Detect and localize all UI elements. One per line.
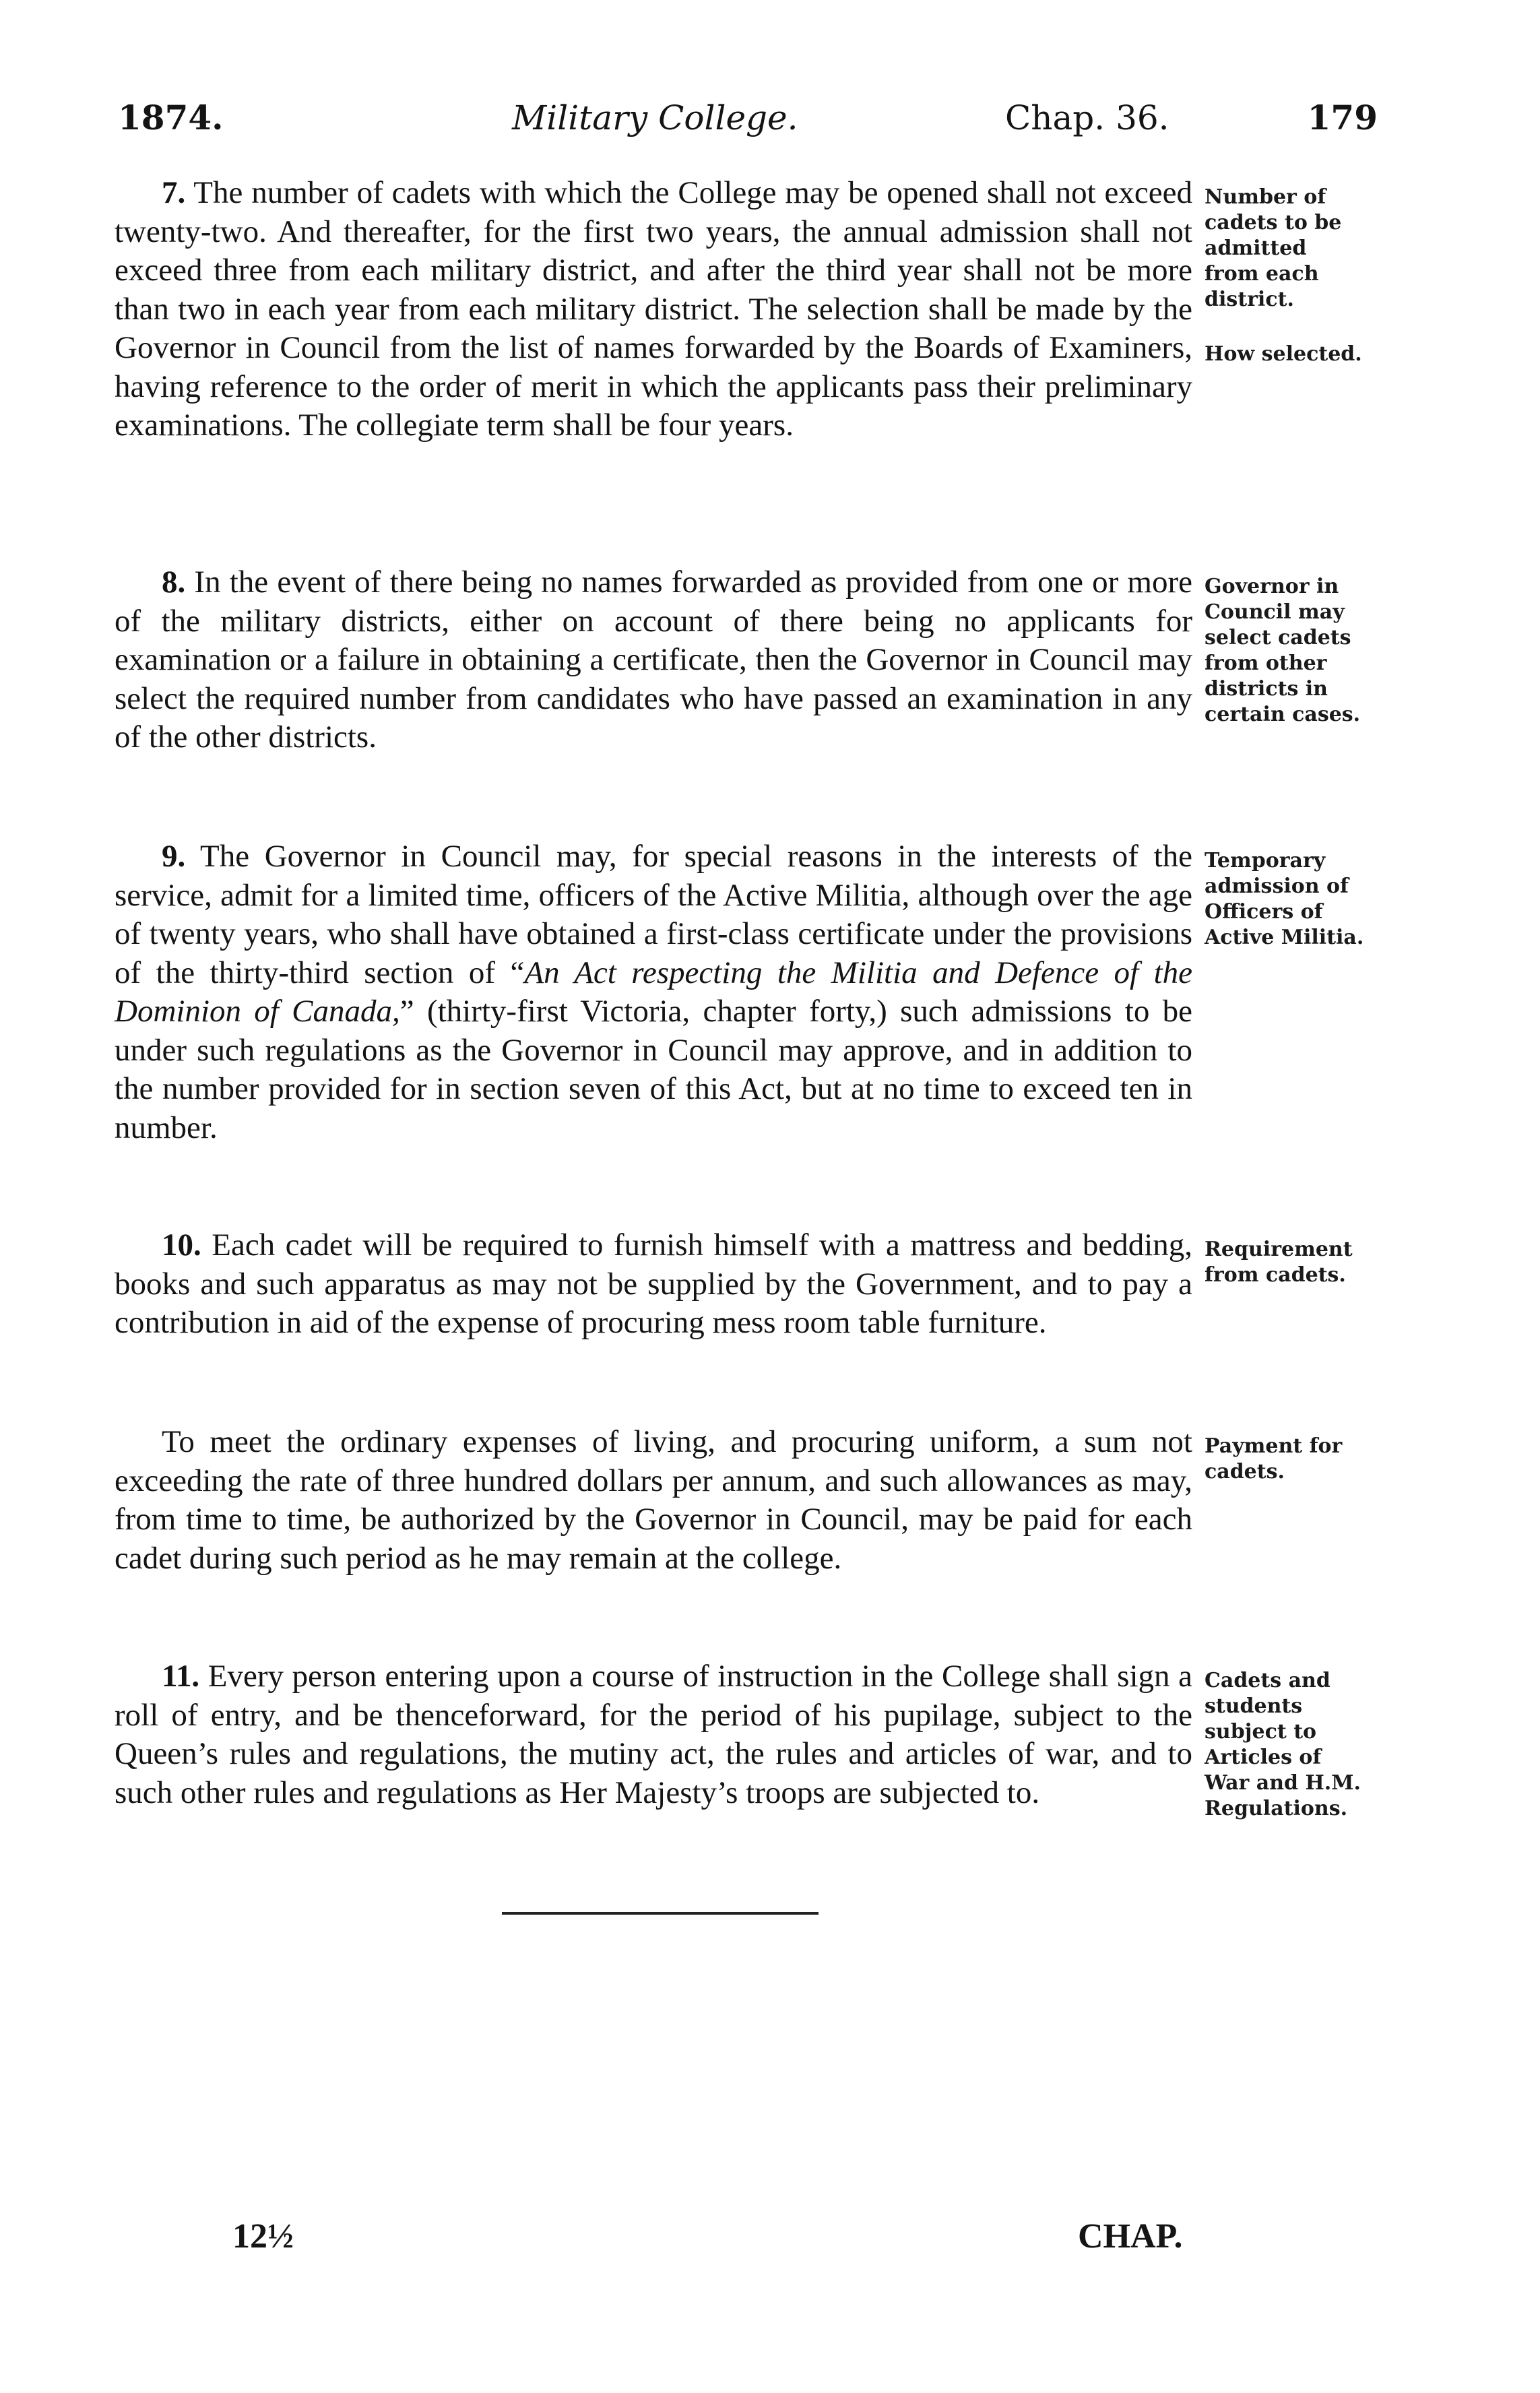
- margin-note-cadets-admitted: Number of cadets to be admitted from each district.: [1205, 185, 1342, 311]
- section-7: [115, 174, 1192, 445]
- section-number: 9.: [162, 839, 186, 874]
- section-text: Each cadet will be required to furnish himself with a mattress and bedding, books and such apparatus as may not be supplied by the Government, and to pay a contribution in aid of the expense of procuring mess room table furniture.: [115, 1227, 1193, 1340]
- header-year: 1874.: [118, 98, 224, 137]
- header-page-number: 179: [1307, 98, 1378, 137]
- catchword: CHAP.: [1078, 2217, 1183, 2256]
- section-text: To meet the ordinary expenses of living, and procuring uniform, a sum not exceeding the rate of three hundred dollars per annum, and such allowances as may, from time to time, be authorized by the Governor in Council, may be paid for each cadet during such period as he may remain at the college.: [115, 1424, 1192, 1576]
- section-11: [115, 1657, 1192, 1812]
- margin-note-articles-of-war: Cadets and students subject to Articles of War and H.M. Regulations.: [1205, 1669, 1361, 1820]
- section-number: 8.: [162, 565, 186, 600]
- section-8: [115, 563, 1192, 757]
- header-chapter: Chap. 36.: [1005, 98, 1169, 137]
- section-number: 10.: [162, 1227, 201, 1263]
- section-text: The number of cadets with which the College may be opened shall not exceed twenty-two. And thereafter, for the first two years, the annual admission shall not exceed three from each military district, and after the third year shall not be more than two in each year from each military district. The selection shall be made by the Governor in Council from the list of names forwarded by the Boards of Examiners, having reference to the order of merit in which the applicants pass their preliminary examinations. The collegiate term shall be four years.: [115, 175, 1192, 443]
- margin-note-how-selected: How selected.: [1205, 342, 1362, 366]
- signature-mark: 12½: [232, 2217, 294, 2256]
- section-number: 11.: [162, 1659, 200, 1694]
- margin-note-requirement: Requirement from cadets.: [1205, 1238, 1353, 1287]
- section-payment: [115, 1423, 1192, 1578]
- section-10: [115, 1226, 1192, 1343]
- section-text: Every person entering upon a course of instruction in the College shall sign a roll of entry, and be thenceforward, for the period of his pupilage, subject to the Queen’s rules and regulations, the mutiny act, the rules and articles of war, and to such other rules and regulations as Her Majesty’s troops are subjected to.: [115, 1659, 1192, 1810]
- margin-note-governor-select: Governor in Council may select cadets from other districts in certain cases.: [1205, 575, 1361, 726]
- margin-note-payment: Payment for cadets.: [1205, 1434, 1343, 1483]
- section-text: In the event of there being no names forwarded as provided from one or more of the military districts, either on account of there being no applicants for examination or a failure in obtaining a certificate, then the Governor in Council may select the required number from candidates who have passed an examination in any of the other districts.: [115, 565, 1192, 755]
- act-title: An Act respecting the Militia and Defence of the Dominion of Canada,: [115, 955, 1192, 1029]
- section-9: 9. The Governor in Council may, for special reasons in the interests of the service, admit for a limited time, officers of the Active Militia, although over the age of twenty years, who shall have obtained a first-class certificate under the provisions of the thirty-third section of “An Act respecting the Militia and Defence of the Dominion of Canada,” (thirty-first Victoria, chapter forty,) such admissions to be under such regulations as the Governor in Council may approve, and in addition to the number provided for in section seven of this Act, but at no time to exceed ten in number.: [115, 839, 1192, 1145]
- section-number: 7.: [162, 175, 186, 210]
- section-divider-rule: [502, 1912, 819, 1915]
- running-header: [118, 94, 1378, 141]
- margin-note-temporary-admission: Temporary admission of Officers of Active Militia.: [1205, 849, 1364, 949]
- header-title: Military College.: [512, 98, 798, 137]
